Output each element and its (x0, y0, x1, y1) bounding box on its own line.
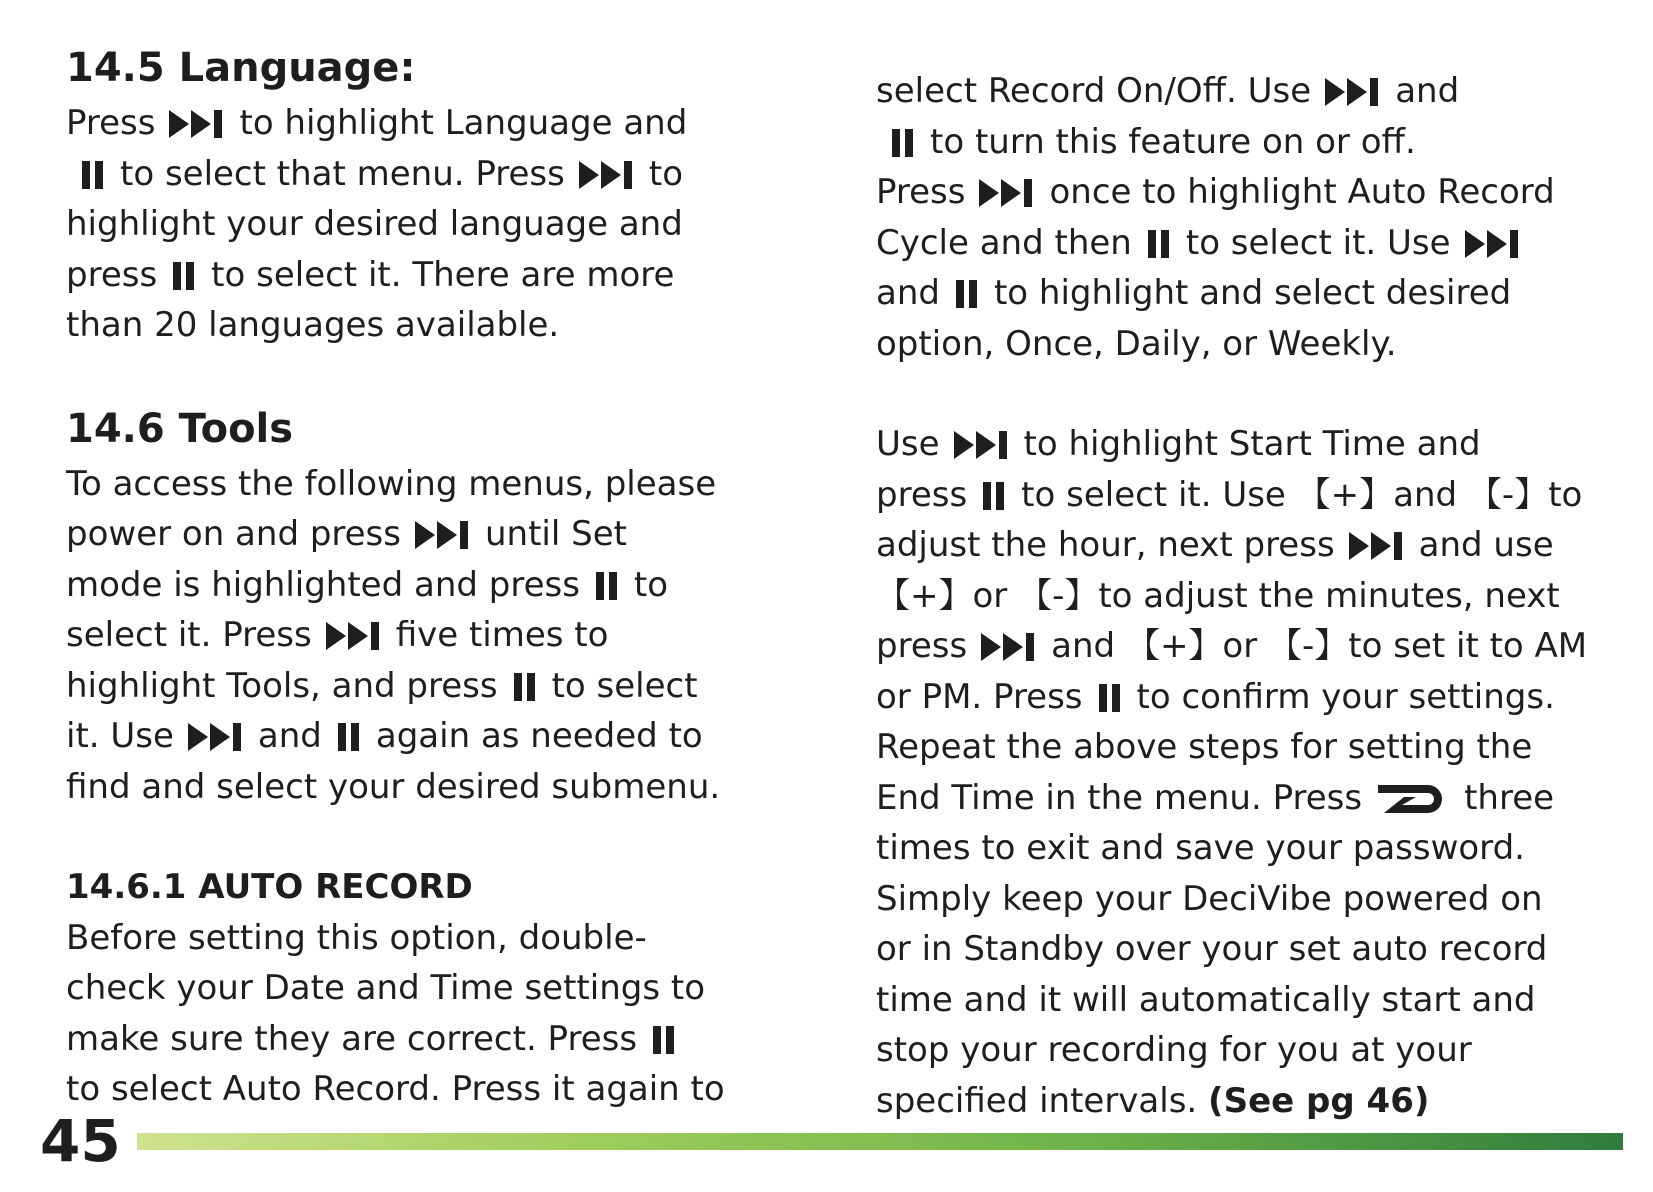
text: or PM. Press (876, 676, 1083, 717)
auto-record-paragraph (66, 913, 786, 1115)
text: specified intervals. (876, 1080, 1198, 1121)
text: Simply keep your DeciVibe powered on (876, 878, 1543, 919)
text: Use (876, 424, 940, 464)
text: Before setting this option, double- (66, 917, 647, 958)
play-pause-icon (336, 721, 362, 753)
text: to select Auto Record. Press it again to (66, 1069, 725, 1109)
text: and use (1418, 525, 1554, 565)
text: five times to (395, 615, 609, 655)
text: select it. Press (66, 615, 312, 655)
text: press (66, 254, 158, 295)
section-heading-auto-record: 14.6.1 AUTO RECORD (66, 867, 473, 907)
skip-forward-icon (1325, 76, 1381, 108)
text: and (1395, 71, 1460, 111)
text: to select it. Use 【+】and 【-】to (1021, 474, 1583, 515)
tools-paragraph (66, 459, 786, 813)
text: Cycle and then (876, 222, 1132, 263)
text: To access the following menus, please (66, 463, 717, 504)
skip-forward-icon (326, 620, 382, 652)
text: check your Date and Time settings to (66, 968, 705, 1008)
play-pause-icon (80, 159, 106, 191)
text: to (648, 153, 683, 194)
text: make sure they are correct. Press (66, 1018, 638, 1059)
text: to confirm your settings. (1136, 676, 1555, 717)
left-column (66, 40, 786, 1115)
text: highlight Tools, and press (66, 665, 498, 706)
text: and (876, 273, 940, 313)
text: Repeat the above steps for setting the (876, 727, 1533, 767)
text: 【+】or 【-】to adjust the minutes, next (876, 575, 1560, 616)
text: to select it. There are more (211, 254, 675, 295)
text: to highlight and select desired (993, 273, 1512, 313)
text: to select it. Use (1185, 222, 1451, 263)
text: highlight your desired language and (66, 204, 683, 244)
text: to (633, 564, 669, 605)
text: and (257, 716, 322, 756)
text: power on and press (66, 514, 401, 554)
text: to select that menu. Press (120, 153, 565, 194)
back-return-icon (1376, 783, 1450, 815)
text: until Set (485, 514, 627, 554)
play-pause-icon (651, 1024, 677, 1056)
play-pause-icon (594, 570, 620, 602)
right-column (876, 66, 1621, 1126)
text: to highlight Start Time and (1023, 424, 1481, 464)
play-pause-icon (954, 278, 980, 310)
text: three (1464, 777, 1555, 818)
skip-forward-icon (954, 429, 1010, 461)
skip-forward-icon (169, 108, 225, 140)
text: again as needed to (375, 716, 703, 756)
text: option, Once, Daily, or Weekly. (876, 323, 1397, 364)
page-reference: (See pg 46) (1208, 1080, 1430, 1121)
text: End Time in the menu. Press (876, 777, 1363, 818)
skip-forward-icon (1349, 530, 1405, 562)
play-pause-icon (890, 127, 916, 159)
text: and 【+】or 【-】to set it to AM (1051, 626, 1588, 666)
section-heading-tools: 14.6 Tools (66, 405, 294, 452)
play-pause-icon (512, 671, 538, 703)
play-pause-icon (981, 480, 1007, 512)
skip-forward-icon (981, 631, 1037, 663)
play-pause-icon (171, 260, 197, 292)
skip-forward-icon (579, 159, 635, 191)
text: to turn this feature on or off. (930, 121, 1416, 162)
text: Press (66, 103, 156, 143)
section-heading-language: 14.5 Language: (66, 45, 416, 91)
text: press (876, 474, 968, 515)
start-time-paragraph (876, 419, 1621, 1126)
text: adjust the hour, next press (876, 525, 1335, 565)
skip-forward-icon (1465, 228, 1521, 260)
skip-forward-icon (188, 721, 244, 753)
text: to highlight Language and (239, 103, 688, 143)
text: once to highlight Auto Record (1049, 172, 1555, 212)
play-pause-icon (1097, 682, 1123, 714)
text: time and it will automatically start and (876, 979, 1536, 1020)
text: press (876, 626, 968, 666)
play-pause-icon (1146, 228, 1172, 260)
text: select Record On/Off. Use (876, 71, 1312, 111)
text: to select (551, 665, 698, 706)
language-paragraph (66, 98, 786, 351)
text: Press (876, 172, 966, 212)
text: than 20 languages available. (66, 305, 560, 345)
footer-gradient-bar (137, 1133, 1623, 1150)
text: it. Use (66, 716, 174, 756)
auto-record-continued-paragraph (876, 66, 1621, 369)
skip-forward-icon (415, 519, 471, 551)
text: stop your recording for you at your (876, 1030, 1472, 1070)
skip-forward-icon (979, 177, 1035, 209)
text: mode is highlighted and press (66, 564, 580, 605)
text: times to exit and save your password. (876, 828, 1525, 868)
text: or in Standby over your set auto record (876, 929, 1548, 969)
text: find and select your desired submenu. (66, 766, 721, 807)
page-number: 45 (40, 1107, 121, 1175)
